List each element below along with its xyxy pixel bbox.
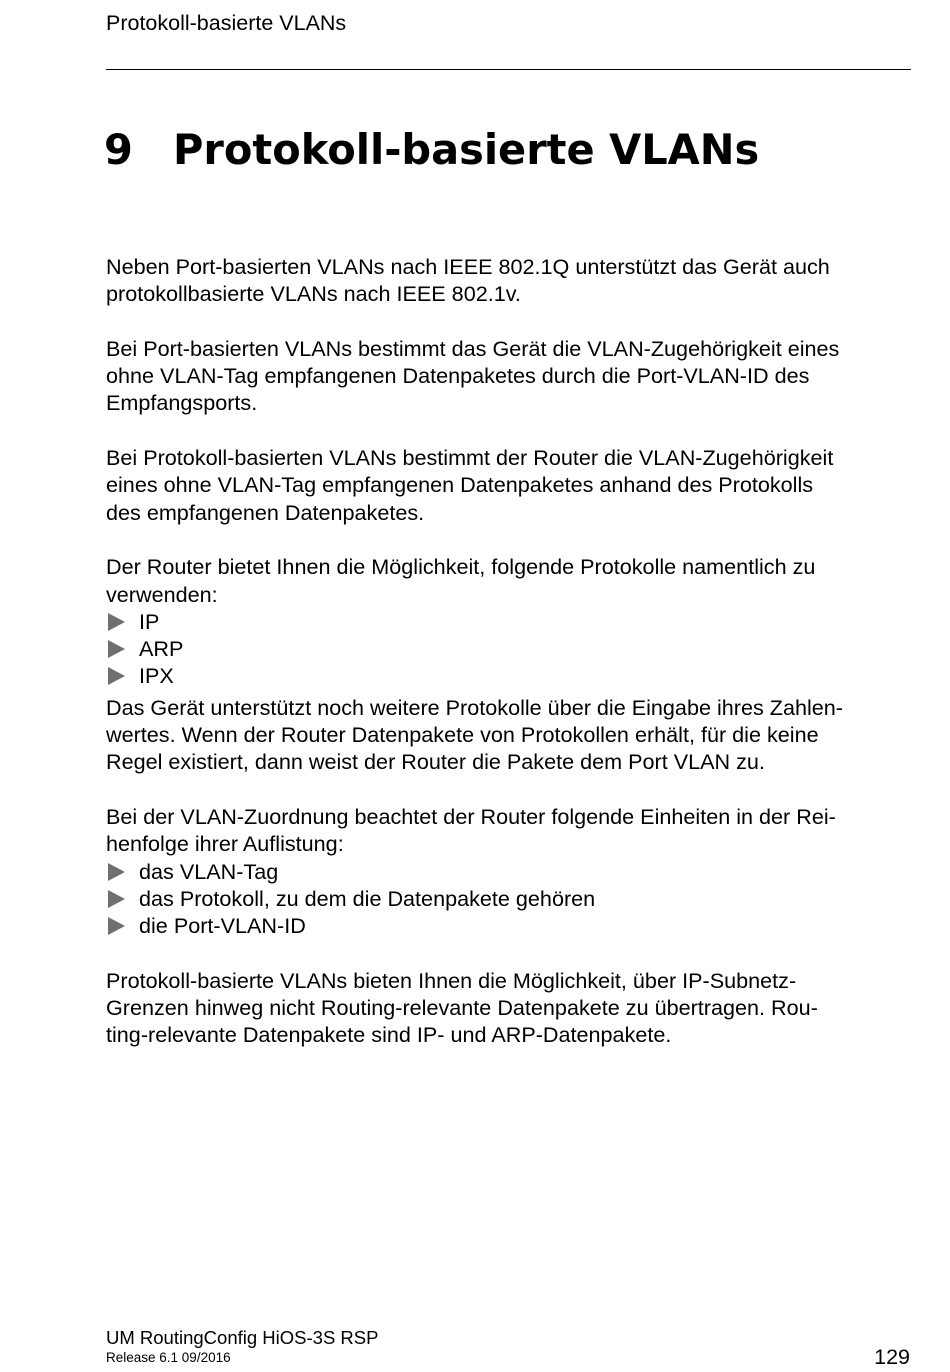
arrow-bullet-icon (108, 613, 125, 631)
footer-release: Release 6.1 09/2016 (106, 1350, 231, 1365)
text-line: Regel existiert, dann weist der Router die Pakete dem Port VLAN zu. (106, 749, 765, 775)
paragraph-protocols-intro (106, 553, 912, 608)
text-line: wertes. Wenn der Router Datenpakete von Protokollen erhält, für die keine (106, 722, 819, 748)
paragraph-subnet-boundaries (106, 967, 912, 1049)
text-line: Bei der VLAN-Zuordnung beachtet der Router folgende Einheiten in der Rei- (106, 803, 836, 829)
footer-document-title: UM RoutingConfig HiOS-3S RSP (106, 1327, 379, 1348)
list-item-label: die Port-VLAN-ID (139, 913, 306, 939)
assignment-order-list (106, 858, 912, 940)
text-line: ting-relevante Datenpakete sind IP- und ARP-Datenpakete. (106, 1022, 672, 1048)
text-line: Das Gerät unterstützt noch weitere Protokolle über die Eingabe ihres Zahlen- (106, 694, 843, 720)
text-line: henfolge ihrer Auflistung: (106, 831, 344, 857)
arrow-bullet-icon (108, 863, 125, 881)
running-header: Protokoll-basierte VLANs (106, 11, 347, 35)
text-line: verwenden: (106, 581, 218, 607)
text-line: Bei Port-basierten VLANs bestimmt das Gerät die VLAN-Zugehörigkeit eines (106, 335, 840, 361)
list-item (106, 858, 912, 885)
text-line: ohne VLAN-Tag empfangenen Datenpaketes durch die Port-VLAN-ID des (106, 363, 810, 389)
text-line: Grenzen hinweg nicht Routing-relevante Datenpakete zu übertragen. Rou- (106, 995, 818, 1021)
text-line: des empfangenen Datenpaketes. (106, 499, 425, 525)
protocol-list (106, 608, 912, 690)
list-item-label: IP (139, 608, 160, 634)
text-line: Neben Port-basierten VLANs nach IEEE 802.1Q unterstützt das Gerät auch (106, 254, 830, 279)
text-line: Bei Protokoll-basierten VLANs bestimmt der Router die VLAN-Zugehörigkeit (106, 445, 834, 471)
arrow-bullet-icon (108, 917, 125, 935)
list-item-label: ARP (139, 636, 184, 662)
list-item (106, 662, 912, 689)
arrow-bullet-icon (108, 667, 125, 685)
list-item (106, 885, 912, 912)
body-text (106, 253, 912, 1076)
header-divider (106, 69, 911, 70)
arrow-bullet-icon (108, 890, 125, 908)
text-line: Empfangsports. (106, 390, 258, 416)
paragraph-assignment-order (106, 803, 912, 858)
arrow-bullet-icon (108, 640, 125, 658)
list-item (106, 635, 912, 662)
text-line: Der Router bietet Ihnen die Möglichkeit, folgende Protokolle namentlich zu (106, 554, 816, 580)
paragraph-other-protocols (106, 694, 912, 776)
paragraph-intro (106, 253, 912, 308)
chapter-number: 9 (104, 125, 133, 174)
list-item-label: das VLAN-Tag (139, 858, 279, 884)
text-line: eines ohne VLAN-Tag empfangenen Datenpaketes anhand des Protokolls (106, 472, 814, 498)
page-number: 129 (874, 1345, 910, 1369)
list-item (106, 912, 912, 939)
text-line: Protokoll-basierte VLANs bieten Ihnen die Möglichkeit, über IP-Subnetz- (106, 967, 797, 993)
chapter-title-text: Protokoll-basierte VLANs (173, 125, 760, 174)
text-line: protokollbasierte VLANs nach IEEE 802.1v. (106, 281, 521, 307)
paragraph-port-based (106, 335, 912, 417)
list-item-label: das Protokoll, zu dem die Datenpakete gehören (139, 885, 596, 911)
chapter-title (104, 120, 759, 180)
list-item (106, 608, 912, 635)
paragraph-protocol-based (106, 444, 912, 526)
list-item-label: IPX (139, 663, 174, 689)
